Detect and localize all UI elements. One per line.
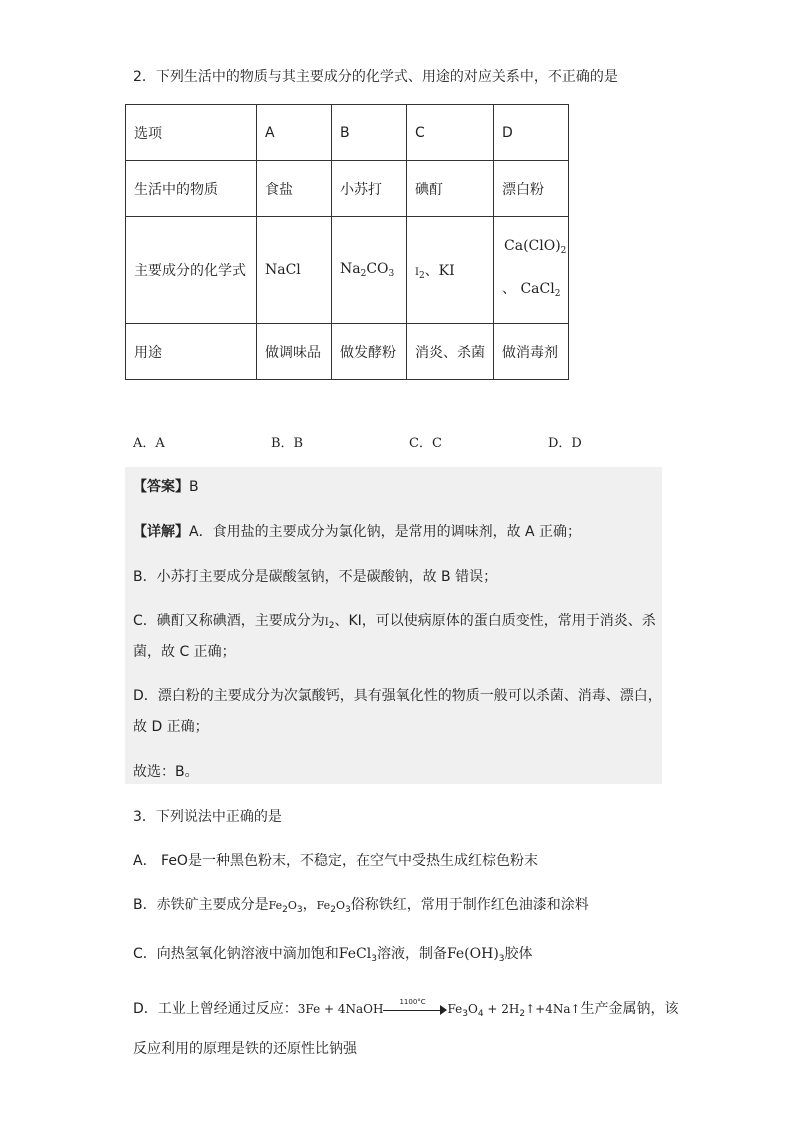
table-row (126, 161, 569, 217)
table-row (126, 324, 569, 380)
formula-subscript: 2 (560, 246, 567, 256)
formula-subscript: 2 (554, 289, 561, 299)
answer-line (133, 476, 199, 496)
equation-reactants: 3Fe + 4NaOH (297, 1002, 384, 1016)
formula-text: O (287, 899, 297, 912)
option-text: 溶液，制备 (376, 946, 447, 962)
option-text: ， (302, 897, 317, 913)
q3-option-d[interactable] (133, 998, 679, 1019)
formula-subscript: 2 (360, 269, 367, 279)
formula-subscript: 2 (519, 1009, 526, 1019)
formula-text: O (335, 899, 345, 912)
table-cell: 食盐 (257, 161, 332, 217)
table-cell: B (332, 105, 407, 161)
explanation-line-c1 (133, 610, 656, 631)
explanation-text: 、KI，可以使病原体的蛋白质变性，常用于消炎、杀 (334, 613, 656, 629)
formula-text: 、 CaCl (502, 281, 555, 297)
table-cell: 做消毒剂 (494, 324, 569, 380)
reaction-condition: 1100°C (399, 998, 426, 1006)
formula-text: NaCl (265, 262, 301, 278)
table-cell-formula-a (257, 217, 332, 324)
conclusion: 故选：B。 (133, 764, 199, 780)
formula-subscript: 2 (330, 905, 336, 915)
table-row (126, 217, 569, 324)
explanation-line-d2: 故 D 正确； (133, 719, 209, 735)
table-cell: 消炎、杀菌 (407, 324, 494, 380)
option-text: D．工业上曾经通过反应： (133, 1001, 298, 1017)
option-text: C．向热氢氧化钠溶液中滴加饱和 (133, 946, 339, 962)
formula-text: ↑+4Na↑ (525, 1002, 581, 1016)
reaction-arrow-icon (383, 998, 447, 1016)
option-text: 胶体 (504, 946, 533, 962)
formula-text: I (324, 617, 329, 628)
formula-text: 、KI (424, 262, 455, 279)
q3-option-b[interactable] (133, 894, 589, 915)
table-cell: A (257, 105, 332, 161)
table-cell: 选项 (126, 105, 257, 161)
explanation-line-a (133, 521, 581, 541)
detail-label: 【详解】 (133, 524, 189, 540)
table-cell-formula-c (407, 217, 494, 324)
table-cell: 做发酵粉 (332, 324, 407, 380)
q3-option-a[interactable]: A． FeO是一种黑色粉末，不稳定，在空气中受热生成红棕色粉末 (133, 853, 538, 869)
formula-text: Na (340, 261, 361, 277)
formula-subscript: 2 (328, 621, 335, 631)
question-3-title: 3．下列说法中正确的是 (133, 809, 282, 825)
option-text: B．赤铁矿主要成分是 (133, 897, 269, 913)
formula-text: O (467, 1002, 478, 1016)
formula-subscript: 2 (418, 270, 425, 281)
question-2-title: 2．下列生活中的物质与其主要成分的化学式、用途的对应关系中，不正确的是 (133, 69, 618, 85)
formula-text: FeCl (338, 946, 372, 962)
formula-text: I (415, 266, 419, 278)
formula-text: Fe (447, 1002, 463, 1016)
explanation-text: A．食用盐的主要成分为氯化钠，是常用的调味剂，故 A 正确； (189, 524, 582, 540)
formula-text: Fe(OH) (446, 946, 499, 962)
q3-option-c[interactable] (133, 943, 533, 964)
formula-subscript: 3 (388, 269, 395, 279)
q3-option-d-line2: 反应利用的原理是铁的还原性比钠强 (133, 1041, 357, 1057)
option-text: 俗称铁红，常用于制作红色油漆和涂料 (350, 897, 589, 913)
option-text: 生产金属钠，该 (580, 1001, 679, 1017)
explanation-line-d1: D．漂白粉的主要成分为次氯酸钙，具有强氧化性的物质一般可以杀菌、消毒、漂白， (133, 688, 662, 704)
formula-text: Fe (268, 899, 283, 912)
formula-text: Fe (316, 899, 331, 912)
table-cell: 小苏打 (332, 161, 407, 217)
table-cell: 漂白粉 (494, 161, 569, 217)
explanation-text: C．碘酊又称碘酒，主要成分为 (133, 613, 325, 629)
formula-text: (ClO) (523, 238, 561, 254)
answer-label: 【答案】 (133, 479, 189, 495)
table-cell: 碘酊 (407, 161, 494, 217)
choice-d[interactable]: D．D (548, 436, 582, 451)
formula-subscript: 2 (282, 905, 288, 915)
formula-text: CO (366, 261, 389, 277)
formula-text: Ca (504, 238, 524, 254)
formula-subscript: 3 (344, 905, 351, 915)
formula-subscript: 3 (462, 1009, 468, 1019)
table-row (126, 105, 569, 161)
formula-text: + 2H (483, 1002, 520, 1016)
formula-subscript: 4 (477, 1009, 484, 1019)
choice-c[interactable]: C．C (409, 436, 442, 451)
choice-b[interactable]: B．B (271, 436, 304, 451)
answer-value: B (189, 479, 199, 495)
explanation-line-c2: 菌，故 C 正确； (133, 644, 236, 660)
table-cell: 做调味品 (257, 324, 332, 380)
options-table (125, 104, 569, 380)
table-cell: 生活中的物质 (126, 161, 257, 217)
formula-subscript: 3 (498, 954, 505, 964)
table-cell-formula-b (332, 217, 407, 324)
formula-subscript: 3 (371, 954, 377, 964)
choice-a[interactable]: A．A (133, 436, 165, 451)
table-cell: 主要成分的化学式 (126, 217, 257, 324)
table-cell: 用途 (126, 324, 257, 380)
table-cell: C (407, 105, 494, 161)
table-cell: D (494, 105, 569, 161)
formula-subscript: 3 (296, 905, 303, 915)
table-cell-formula-d (494, 217, 569, 324)
explanation-line-b: B．小苏打主要成分是碳酸氢钠，不是碳酸钠，故 B 错误； (133, 569, 498, 585)
